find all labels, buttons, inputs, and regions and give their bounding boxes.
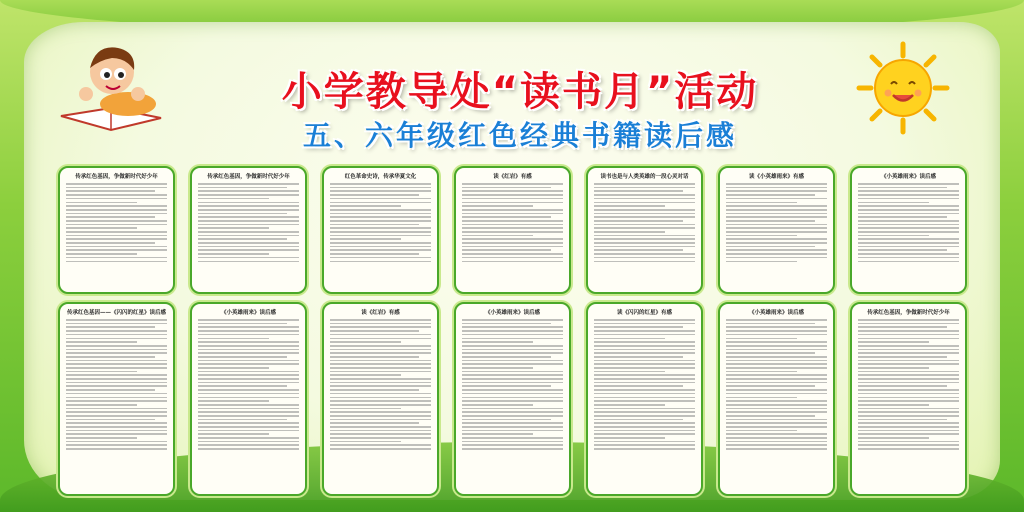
essay-card	[190, 302, 307, 496]
essay-card	[718, 302, 835, 496]
essay-card	[586, 302, 703, 496]
essay-card	[850, 166, 967, 294]
essay-card-title: 《小英雄雨来》读后感	[880, 174, 936, 180]
essay-card-title: 读书也是与人类英雄的一段心灵对话	[600, 174, 689, 180]
essay-card	[322, 302, 439, 496]
essay-card-title: 读《红岩》有感	[361, 310, 400, 316]
page-subtitle: 五、六年级红色经典书籍读后感	[302, 119, 737, 152]
essay-card-title: 传承红色基因——《闪闪的红星》读后感	[66, 310, 166, 316]
essay-card-title: 《小英雄雨来》读后感	[748, 310, 804, 316]
essay-card	[322, 166, 439, 294]
essay-card-title: 红色革命史诗，传承华夏文化	[344, 174, 417, 180]
boy-reading-book-icon	[56, 38, 166, 138]
essay-card-grid	[58, 166, 966, 504]
essay-card-title: 《小英雄雨来》读后感	[220, 310, 276, 316]
essay-card	[58, 302, 175, 496]
essay-card-title: 读《小英雄雨来》有感	[748, 174, 804, 180]
essay-card-title: 传承红色基因，争做新时代好少年	[75, 174, 158, 180]
essay-card	[454, 302, 571, 496]
essay-card	[586, 166, 703, 294]
essay-card-title: 传承红色基因，争做新时代好少年	[207, 174, 290, 180]
essay-card-title: 《小英雄雨来》读后感	[484, 310, 540, 316]
essay-card-title: 读《闪闪的红星》有感	[616, 310, 672, 316]
essay-card-title: 传承红色基因，争做新时代好少年	[867, 310, 950, 316]
essay-card	[190, 166, 307, 294]
page-title: 小学教导处“读书月”活动	[281, 69, 759, 115]
smiling-sun-icon	[855, 40, 951, 136]
essay-card-title: 读《红岩》有感	[493, 174, 532, 180]
essay-card	[58, 166, 175, 294]
essay-card	[718, 166, 835, 294]
essay-card	[454, 166, 571, 294]
essay-card	[850, 302, 967, 496]
